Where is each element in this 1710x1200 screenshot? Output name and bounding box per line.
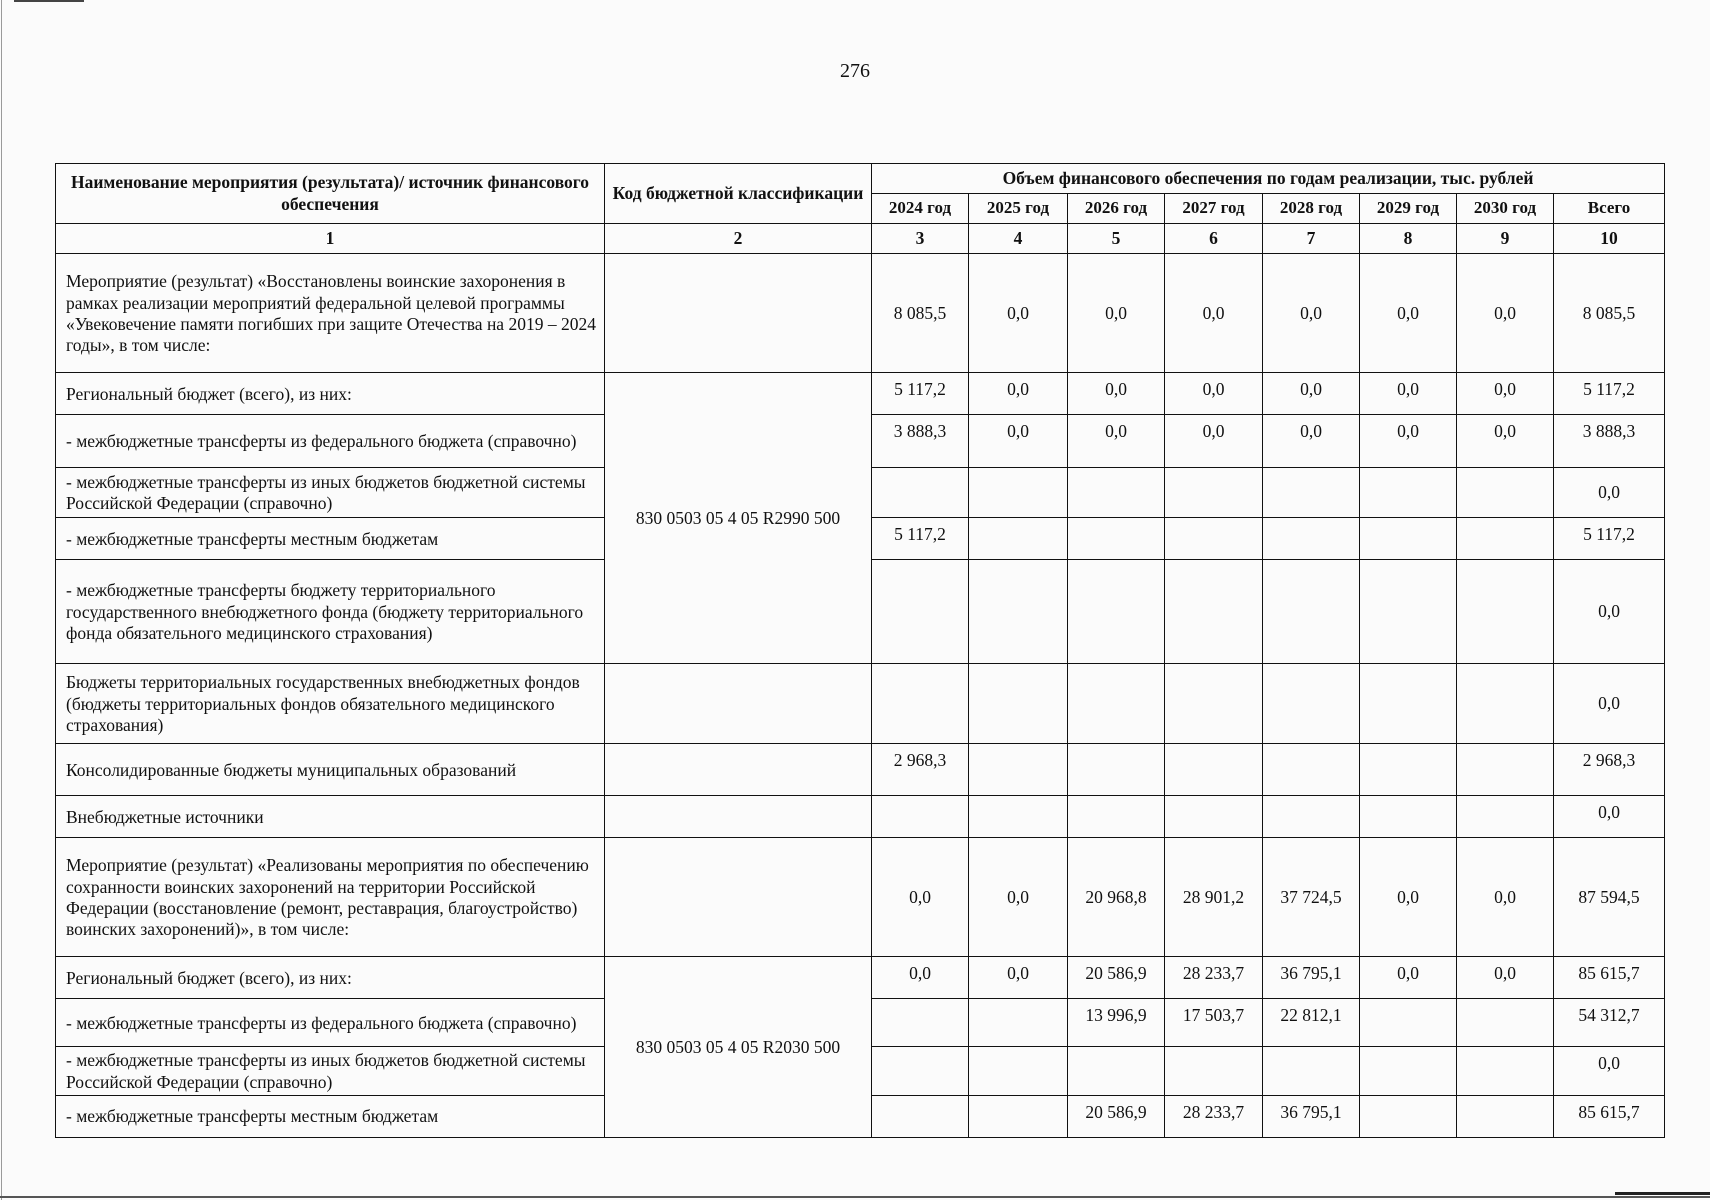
value-2024: 3 888,3 xyxy=(872,415,969,468)
value-2028 xyxy=(1263,744,1360,796)
value-2028 xyxy=(1263,1047,1360,1096)
value-total: 0,0 xyxy=(1554,468,1665,518)
budget-code: 830 0503 05 4 05 R2990 500 xyxy=(605,373,872,664)
value-2025: 0,0 xyxy=(969,254,1068,373)
value-2026 xyxy=(1068,664,1165,744)
value-2025 xyxy=(969,560,1068,664)
value-2030 xyxy=(1457,744,1554,796)
value-2028: 0,0 xyxy=(1263,373,1360,415)
value-total: 0,0 xyxy=(1554,1047,1665,1096)
value-2026 xyxy=(1068,1047,1165,1096)
value-total: 0,0 xyxy=(1554,560,1665,664)
row-code xyxy=(605,664,872,744)
header-year: 2026 год xyxy=(1068,194,1165,224)
value-2025 xyxy=(969,1047,1068,1096)
page-number: 276 xyxy=(840,60,870,82)
value-2029 xyxy=(1360,1096,1457,1138)
value-2030: 0,0 xyxy=(1457,254,1554,373)
table-row xyxy=(56,957,1665,999)
row-name: - межбюджетные трансферты местным бюджетам xyxy=(56,518,605,560)
value-total: 54 312,7 xyxy=(1554,999,1665,1047)
column-number: 1 xyxy=(56,224,605,254)
value-total: 3 888,3 xyxy=(1554,415,1665,468)
header-total: Всего xyxy=(1554,194,1665,224)
value-2030 xyxy=(1457,999,1554,1047)
value-2026 xyxy=(1068,796,1165,838)
value-2029 xyxy=(1360,518,1457,560)
column-number: 9 xyxy=(1457,224,1554,254)
value-2027 xyxy=(1165,468,1263,518)
value-total: 5 117,2 xyxy=(1554,373,1665,415)
value-2029 xyxy=(1360,999,1457,1047)
value-total: 5 117,2 xyxy=(1554,518,1665,560)
scan-edge-bottom xyxy=(0,1196,1710,1198)
header-year: 2029 год xyxy=(1360,194,1457,224)
column-number-row xyxy=(56,224,1665,254)
scan-mark-bottom xyxy=(1615,1192,1710,1195)
value-total: 0,0 xyxy=(1554,796,1665,838)
value-2027 xyxy=(1165,560,1263,664)
value-2027 xyxy=(1165,664,1263,744)
scan-edge-left xyxy=(1,0,2,1200)
value-2024: 0,0 xyxy=(872,957,969,999)
value-2024: 8 085,5 xyxy=(872,254,969,373)
value-2029 xyxy=(1360,744,1457,796)
column-number: 2 xyxy=(605,224,872,254)
value-2029 xyxy=(1360,664,1457,744)
value-2030 xyxy=(1457,1096,1554,1138)
value-2030 xyxy=(1457,468,1554,518)
column-number: 7 xyxy=(1263,224,1360,254)
value-2026: 0,0 xyxy=(1068,254,1165,373)
value-2028: 36 795,1 xyxy=(1263,1096,1360,1138)
value-2029 xyxy=(1360,1047,1457,1096)
value-2025 xyxy=(969,518,1068,560)
value-2025 xyxy=(969,999,1068,1047)
row-code xyxy=(605,838,872,957)
header-row-1 xyxy=(56,164,1665,194)
header-code-col: Код бюджетной классификации xyxy=(605,164,872,224)
value-2025 xyxy=(969,468,1068,518)
value-2025 xyxy=(969,664,1068,744)
value-2026 xyxy=(1068,744,1165,796)
value-2029 xyxy=(1360,560,1457,664)
value-total: 85 615,7 xyxy=(1554,957,1665,999)
value-2030 xyxy=(1457,664,1554,744)
row-name: - межбюджетные трансферты из иных бюджетов бюджетной системы Российской Федерации (справочно) xyxy=(56,1047,605,1096)
column-number: 3 xyxy=(872,224,969,254)
value-total: 87 594,5 xyxy=(1554,838,1665,957)
value-total: 2 968,3 xyxy=(1554,744,1665,796)
value-2024 xyxy=(872,796,969,838)
value-2028 xyxy=(1263,518,1360,560)
value-2024: 2 968,3 xyxy=(872,744,969,796)
value-2026: 20 586,9 xyxy=(1068,1096,1165,1138)
value-2026 xyxy=(1068,468,1165,518)
value-2027: 0,0 xyxy=(1165,415,1263,468)
row-code xyxy=(605,796,872,838)
value-2025 xyxy=(969,796,1068,838)
budget-code: 830 0503 05 4 05 R2030 500 xyxy=(605,957,872,1138)
value-2027: 0,0 xyxy=(1165,254,1263,373)
value-2024 xyxy=(872,1096,969,1138)
value-total: 85 615,7 xyxy=(1554,1096,1665,1138)
row-name: - межбюджетные трансферты из федерального бюджета (справочно) xyxy=(56,415,605,468)
value-2029 xyxy=(1360,468,1457,518)
value-2025: 0,0 xyxy=(969,957,1068,999)
value-2029: 0,0 xyxy=(1360,254,1457,373)
value-2025 xyxy=(969,1096,1068,1138)
value-2028 xyxy=(1263,468,1360,518)
value-2028 xyxy=(1263,664,1360,744)
value-total: 0,0 xyxy=(1554,664,1665,744)
value-2025 xyxy=(969,744,1068,796)
value-2028: 22 812,1 xyxy=(1263,999,1360,1047)
value-2026: 20 968,8 xyxy=(1068,838,1165,957)
value-2030 xyxy=(1457,796,1554,838)
value-2027 xyxy=(1165,744,1263,796)
value-2024 xyxy=(872,999,969,1047)
value-2030: 0,0 xyxy=(1457,957,1554,999)
header-year: 2028 год xyxy=(1263,194,1360,224)
column-number: 4 xyxy=(969,224,1068,254)
value-total: 8 085,5 xyxy=(1554,254,1665,373)
value-2025: 0,0 xyxy=(969,373,1068,415)
value-2029: 0,0 xyxy=(1360,957,1457,999)
header-name-col: Наименование мероприятия (результата)/ источник финансового обеспечения xyxy=(56,164,605,224)
row-name: Внебюджетные источники xyxy=(56,796,605,838)
value-2027: 17 503,7 xyxy=(1165,999,1263,1047)
value-2028 xyxy=(1263,796,1360,838)
value-2028: 37 724,5 xyxy=(1263,838,1360,957)
value-2026: 0,0 xyxy=(1068,373,1165,415)
value-2029: 0,0 xyxy=(1360,415,1457,468)
row-name: - межбюджетные трансферты бюджету территориального государственного внебюджетного фонда (бюджету территориального фонда обязательного медицинского страхования) xyxy=(56,560,605,664)
value-2027 xyxy=(1165,1047,1263,1096)
row-name: Консолидированные бюджеты муниципальных образований xyxy=(56,744,605,796)
value-2027: 0,0 xyxy=(1165,373,1263,415)
row-name: - межбюджетные трансферты из федерального бюджета (справочно) xyxy=(56,999,605,1047)
value-2024: 5 117,2 xyxy=(872,518,969,560)
value-2028 xyxy=(1263,560,1360,664)
header-year: 2030 год xyxy=(1457,194,1554,224)
financing-table xyxy=(55,163,1665,1138)
row-name: Бюджеты территориальных государственных внебюджетных фондов (бюджеты территориальных фондов обязательного медицинского страхования) xyxy=(56,664,605,744)
value-2024 xyxy=(872,1047,969,1096)
value-2026 xyxy=(1068,560,1165,664)
value-2028: 0,0 xyxy=(1263,254,1360,373)
value-2030 xyxy=(1457,518,1554,560)
value-2028: 36 795,1 xyxy=(1263,957,1360,999)
value-2026: 13 996,9 xyxy=(1068,999,1165,1047)
value-2027 xyxy=(1165,518,1263,560)
value-2027: 28 233,7 xyxy=(1165,1096,1263,1138)
table-row xyxy=(56,664,1665,744)
table-row xyxy=(56,744,1665,796)
column-number: 10 xyxy=(1554,224,1665,254)
row-name: Региональный бюджет (всего), из них: xyxy=(56,957,605,999)
value-2030: 0,0 xyxy=(1457,373,1554,415)
row-code xyxy=(605,744,872,796)
scan-mark-top xyxy=(14,0,84,2)
value-2029 xyxy=(1360,796,1457,838)
value-2024: 5 117,2 xyxy=(872,373,969,415)
row-name: Региональный бюджет (всего), из них: xyxy=(56,373,605,415)
value-2030 xyxy=(1457,1047,1554,1096)
header-year: 2025 год xyxy=(969,194,1068,224)
row-name: Мероприятие (результат) «Восстановлены воинские захоронения в рамках реализации мероприятий федеральной целевой программы «Увековечение памяти погибших при защите Отечества на 2019 – 2024 годы», в том числе: xyxy=(56,254,605,373)
table-row xyxy=(56,838,1665,957)
value-2029: 0,0 xyxy=(1360,838,1457,957)
value-2024 xyxy=(872,664,969,744)
header-year: 2027 год xyxy=(1165,194,1263,224)
value-2025: 0,0 xyxy=(969,838,1068,957)
value-2027: 28 901,2 xyxy=(1165,838,1263,957)
row-code xyxy=(605,254,872,373)
value-2026 xyxy=(1068,518,1165,560)
column-number: 5 xyxy=(1068,224,1165,254)
column-number: 6 xyxy=(1165,224,1263,254)
header-year: 2024 год xyxy=(872,194,969,224)
value-2030 xyxy=(1457,560,1554,664)
value-2024 xyxy=(872,468,969,518)
row-name: Мероприятие (результат) «Реализованы мероприятия по обеспечению сохранности воинских захоронений на территории Российской Федерации (восстановление (ремонт, реставрация, благоустройство) воинских захоронений)», в том числе: xyxy=(56,838,605,957)
value-2030: 0,0 xyxy=(1457,415,1554,468)
value-2024: 0,0 xyxy=(872,838,969,957)
value-2025: 0,0 xyxy=(969,415,1068,468)
table-row xyxy=(56,796,1665,838)
row-name: - межбюджетные трансферты местным бюджетам xyxy=(56,1096,605,1138)
value-2024 xyxy=(872,560,969,664)
value-2030: 0,0 xyxy=(1457,838,1554,957)
value-2026: 0,0 xyxy=(1068,415,1165,468)
value-2027: 28 233,7 xyxy=(1165,957,1263,999)
table-row xyxy=(56,373,1665,415)
value-2028: 0,0 xyxy=(1263,415,1360,468)
value-2027 xyxy=(1165,796,1263,838)
value-2029: 0,0 xyxy=(1360,373,1457,415)
row-name: - межбюджетные трансферты из иных бюджетов бюджетной системы Российской Федерации (справочно) xyxy=(56,468,605,518)
table-row xyxy=(56,254,1665,373)
column-number: 8 xyxy=(1360,224,1457,254)
header-volume-col: Объем финансового обеспечения по годам реализации, тыс. рублей xyxy=(872,164,1665,194)
value-2026: 20 586,9 xyxy=(1068,957,1165,999)
